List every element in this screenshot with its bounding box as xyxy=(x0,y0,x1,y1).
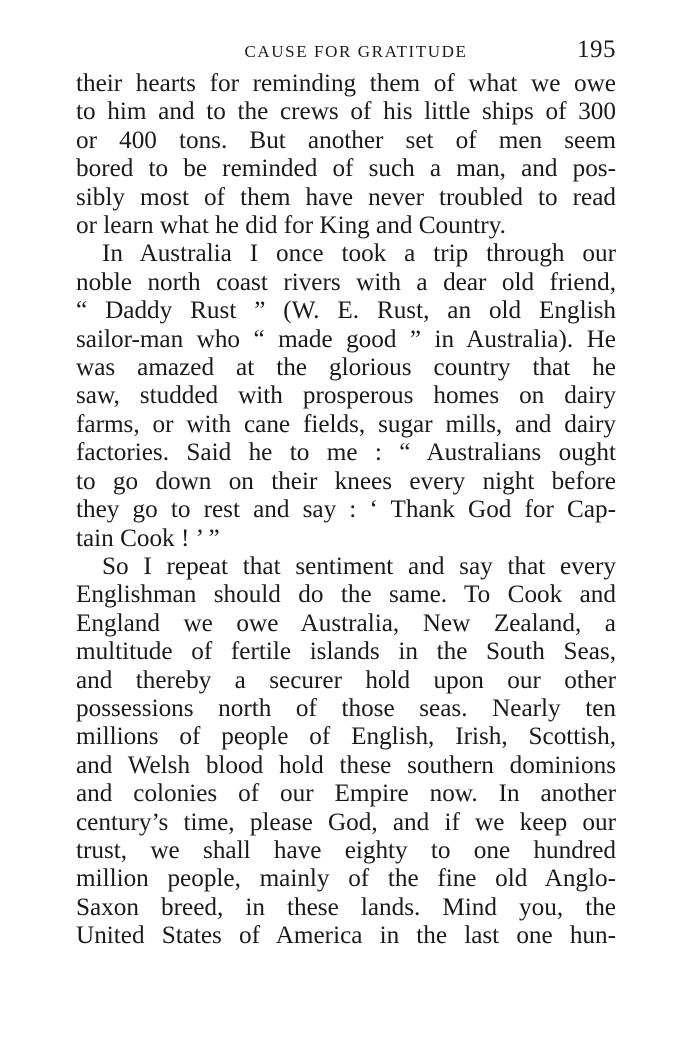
paragraph-start-line: In Australia I once took a trip through our xyxy=(102,240,616,268)
text-line: to him and to the crews of his little ships of 300 xyxy=(76,98,616,126)
running-title: CAUSE FOR GRATITUDE xyxy=(244,42,468,61)
text-line: factories. Said he to me : “ Australians ought xyxy=(76,439,616,467)
text-line: multitude of fertile islands in the South Seas, xyxy=(76,638,616,666)
text-line: millions of people of English, Irish, Scottish, xyxy=(76,723,616,751)
text-line: to go down on their knees every night before xyxy=(76,467,616,495)
text-line: and Welsh blood hold these southern dominions xyxy=(76,751,616,779)
text-line: sibly most of them have never troubled to read xyxy=(76,183,616,211)
text-line: England we owe Australia, New Zealand, a xyxy=(76,609,616,637)
page-number: 195 xyxy=(577,36,616,63)
text-line: or 400 tons. But another set of men seem xyxy=(76,126,616,154)
text-line: bored to be reminded of such a man, and pos- xyxy=(76,155,616,183)
book-page xyxy=(76,36,616,951)
running-header xyxy=(76,36,616,70)
text-line: “ Daddy Rust ” (W. E. Rust, an old English xyxy=(76,297,616,325)
text-line: Saxon breed, in these lands. Mind you, the xyxy=(76,893,616,921)
text-line: sailor-man who “ made good ” in Australia). He xyxy=(76,325,616,353)
text-line: Englishman should do the same. To Cook and xyxy=(76,581,616,609)
text-line: and colonies of our Empire now. In another xyxy=(76,780,616,808)
text-line: possessions north of those seas. Nearly ten xyxy=(76,694,616,722)
text-line: or learn what he did for King and Country. xyxy=(76,212,506,240)
text-line: and thereby a securer hold upon our other xyxy=(76,666,616,694)
text-line: tain Cook ! ’ ” xyxy=(76,524,220,552)
text-line: trust, we shall have eighty to one hundred xyxy=(76,836,616,864)
text-line: United States of America in the last one hun- xyxy=(76,922,616,950)
text-line: century’s time, please God, and if we keep our xyxy=(76,808,616,836)
text-line: was amazed at the glorious country that he xyxy=(76,354,616,382)
text-line: saw, studded with prosperous homes on dairy xyxy=(76,382,616,410)
text-line: farms, or with cane fields, sugar mills, and dairy xyxy=(76,410,616,438)
paragraph-start-line: So I repeat that sentiment and say that every xyxy=(102,552,616,580)
text-line: million people, mainly of the fine old Anglo- xyxy=(76,865,616,893)
text-line: noble north coast rivers with a dear old friend, xyxy=(76,268,616,296)
body-text xyxy=(76,70,616,951)
text-line: they go to rest and say : ‘ Thank God for Cap- xyxy=(76,496,616,524)
text-line: their hearts for reminding them of what we owe xyxy=(76,70,616,97)
